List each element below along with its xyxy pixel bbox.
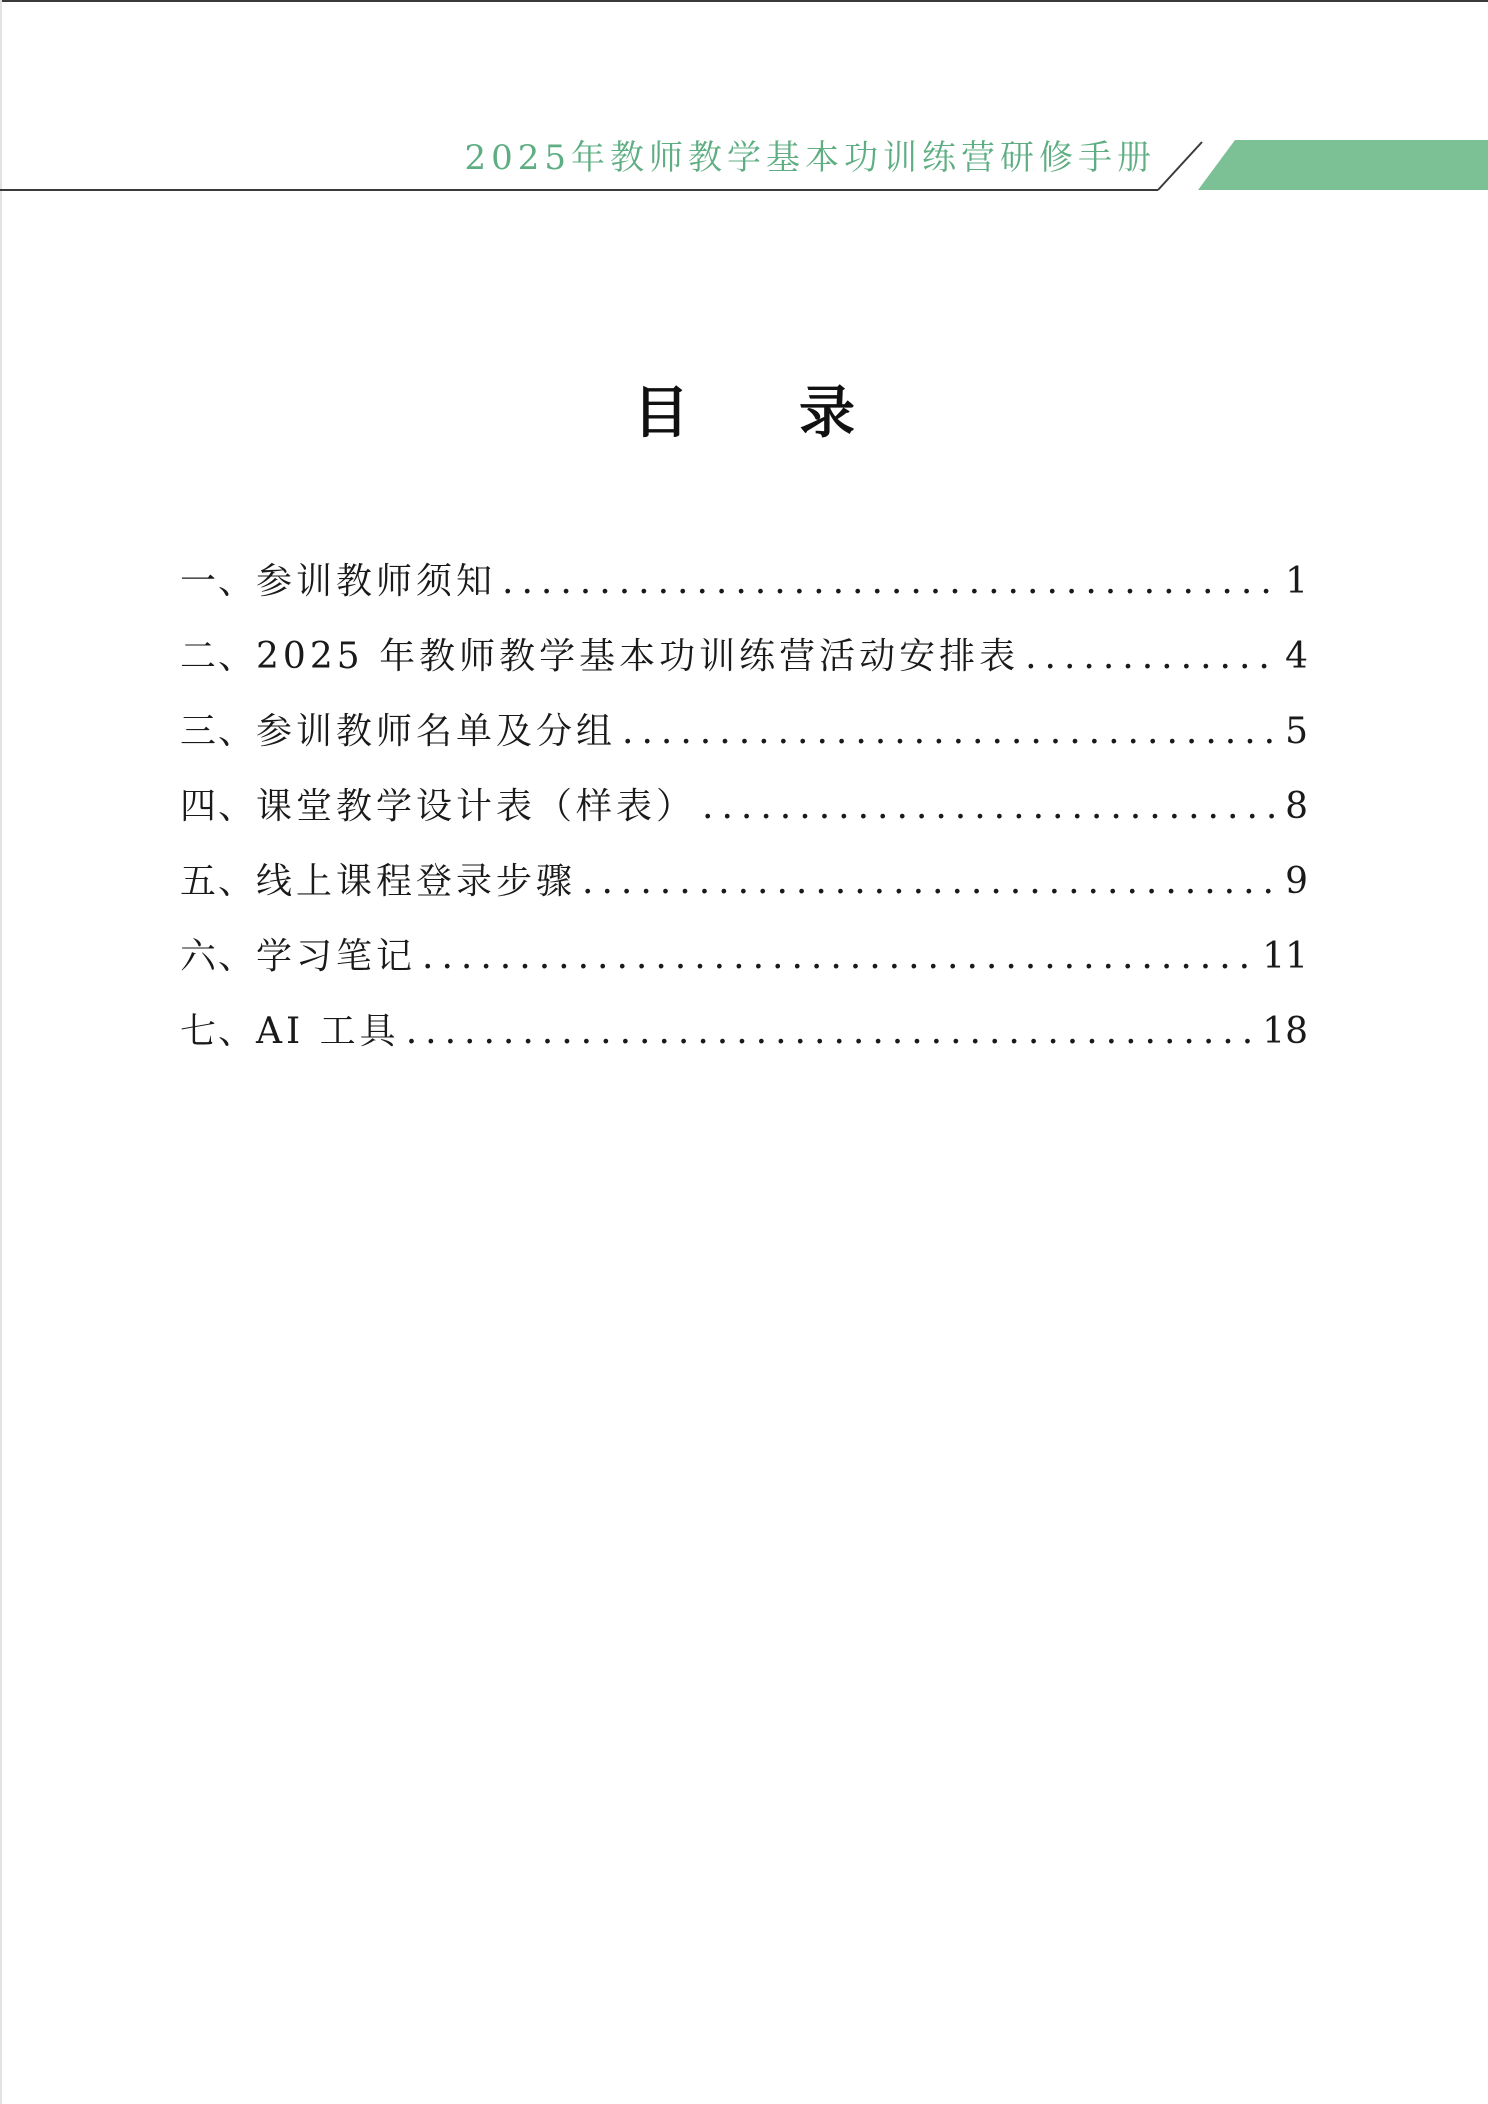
toc-item-page: 5	[1285, 711, 1308, 752]
toc-item[interactable]	[180, 700, 1308, 775]
toc-item-number: 五、	[180, 861, 257, 902]
toc-item[interactable]	[180, 625, 1308, 700]
toc-item[interactable]	[180, 550, 1308, 625]
toc-leader-dots	[1025, 625, 1281, 689]
toc-item-label: 课堂教学设计表（样表）	[256, 786, 697, 827]
header-green-band	[1198, 140, 1488, 190]
page-header	[0, 130, 1488, 192]
toc-item-number: 六、	[180, 936, 257, 977]
toc-item-number: 三、	[180, 711, 257, 752]
toc-item-page: 8	[1285, 786, 1308, 827]
toc-leader-dots	[422, 925, 1258, 989]
toc-item-label: 线上课程登录步骤	[256, 861, 577, 902]
header-title: 2025年教师教学基本功训练营研修手册	[464, 138, 1156, 178]
toc-item-label: AI 工具	[256, 1011, 400, 1052]
toc-item[interactable]	[180, 1000, 1308, 1075]
toc-leader-dots	[502, 550, 1281, 614]
page-left-border	[0, 0, 2, 2104]
toc-leader-dots	[582, 850, 1281, 914]
toc-item[interactable]	[180, 775, 1308, 850]
toc-item-page: 1	[1285, 561, 1308, 602]
toc-item-label: 2025 年教师教学基本功训练营活动安排表	[256, 636, 1020, 677]
toc-item-page: 18	[1262, 1011, 1308, 1052]
toc-leader-dots	[406, 1000, 1259, 1064]
page-top-border	[0, 0, 1488, 2]
header-slash	[1158, 142, 1202, 190]
toc-item-page: 11	[1262, 936, 1308, 977]
toc-item[interactable]	[180, 925, 1308, 1000]
toc-list	[180, 550, 1308, 1075]
toc-item-number: 四、	[180, 786, 257, 827]
toc-item-label: 参训教师名单及分组	[256, 711, 617, 752]
toc-item-label: 参训教师须知	[256, 561, 497, 602]
toc-leader-dots	[702, 775, 1281, 839]
toc-item-page: 9	[1285, 861, 1308, 902]
toc-leader-dots	[622, 700, 1281, 764]
toc-item-number: 二、	[180, 636, 257, 677]
toc-item-number: 一、	[180, 561, 257, 602]
toc-item-page: 4	[1285, 636, 1308, 677]
toc-title: 目录	[633, 379, 965, 446]
toc-item[interactable]	[180, 850, 1308, 925]
toc-item-number: 七、	[180, 1011, 257, 1052]
toc-item-label: 学习笔记	[256, 936, 417, 977]
